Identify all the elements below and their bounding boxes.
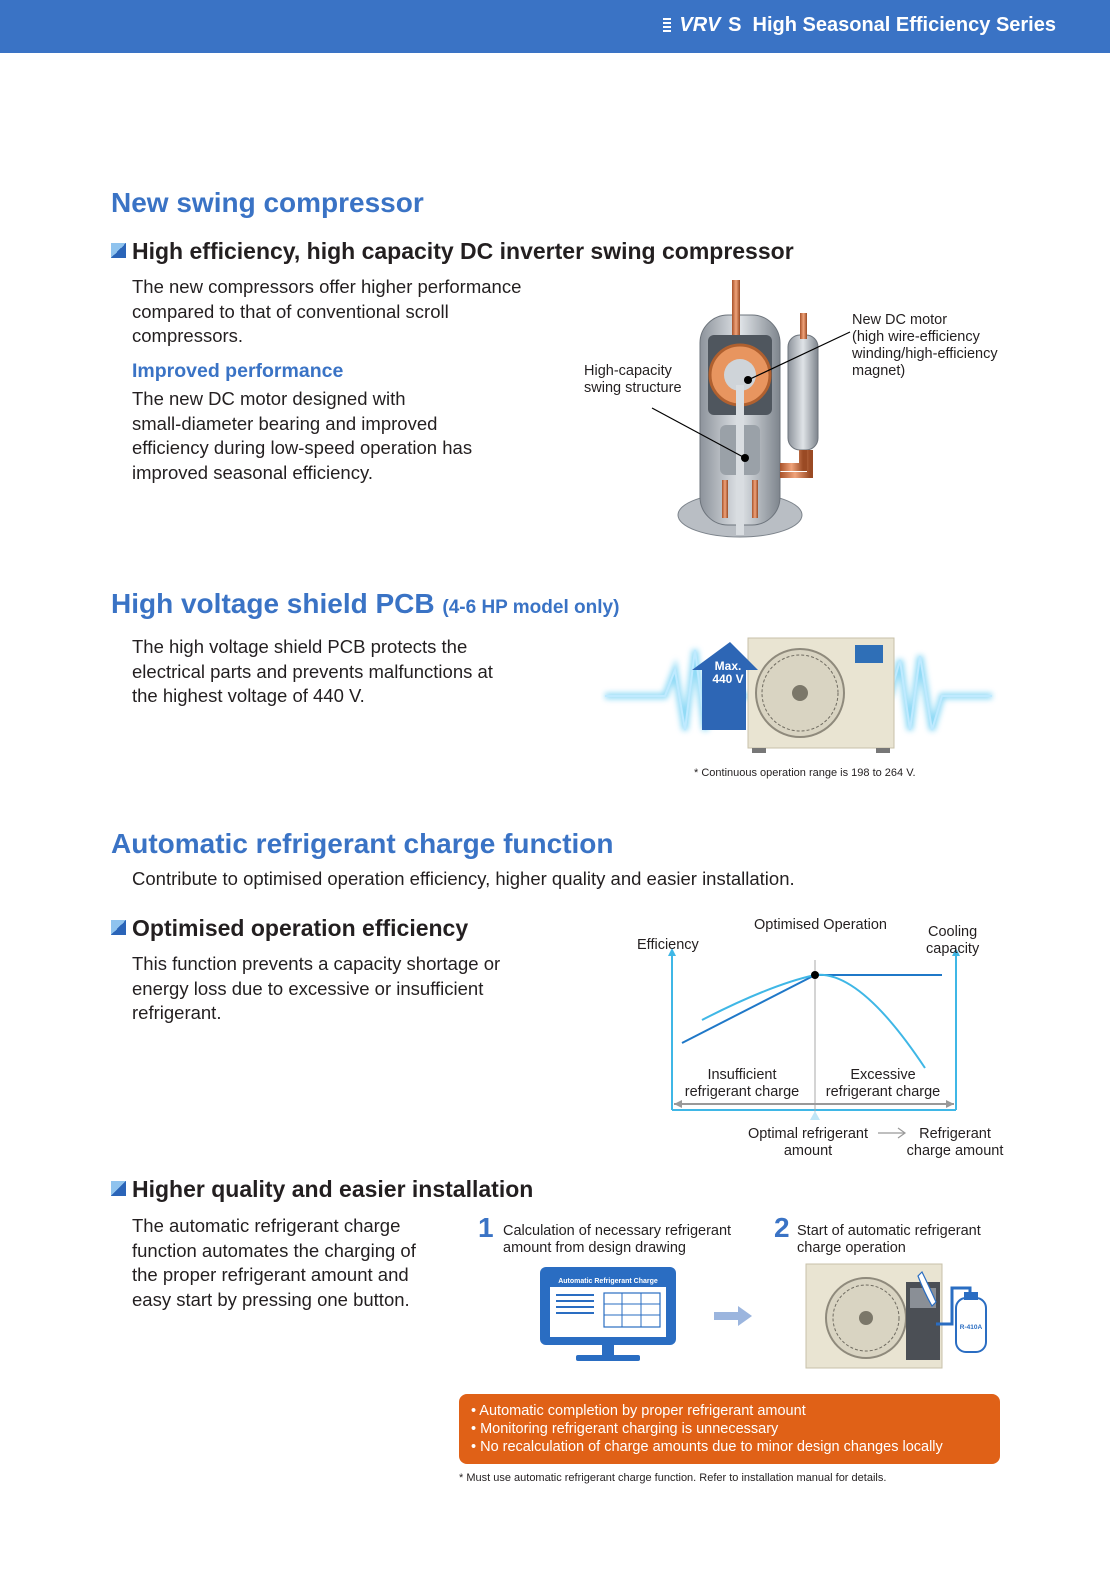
tank-label: R-410A: [959, 1324, 983, 1331]
step-2-text: Start of automatic refrigerant charge operation: [797, 1223, 981, 1256]
chart-label-excessive: Excessive refrigerant charge: [825, 1067, 941, 1100]
voltage-note: * Continuous operation range is 198 to 264 V.: [694, 767, 916, 779]
square-bullet-icon: [111, 243, 126, 258]
menu-bars-icon: [663, 18, 671, 32]
header-title: [663, 14, 1056, 37]
improved-performance-paragraph: The new DC motor designed with small-diameter bearing and improved efficiency during low-speed operation has improved seasonal efficiency.: [132, 388, 473, 483]
series-title: High Seasonal Efficiency Series: [752, 14, 1056, 36]
subtitle-higher-quality: Higher quality and easier installation: [111, 1176, 533, 1203]
section-title-pcb: High voltage shield PCB (4-6 HP model only): [111, 588, 620, 619]
brand-name: VRV: [679, 14, 721, 36]
voltage-illustration: [600, 630, 1000, 755]
max-voltage-label: Max. 440 V: [712, 659, 744, 686]
benefit-item: • Automatic completion by proper refrigerant amount: [471, 1403, 806, 1419]
step-1-number: 1: [478, 1212, 494, 1243]
improved-performance-heading: Improved performance: [132, 360, 344, 382]
chart-label-insufficient: Insufficient refrigerant charge: [684, 1067, 800, 1100]
chart-label-refrigerant: Refrigerant charge amount: [906, 1126, 1004, 1159]
arrow-right-icon: [714, 1306, 754, 1326]
model-name: S: [728, 14, 742, 36]
square-bullet-icon: [111, 920, 126, 935]
higher-quality-paragraph: The automatic refrigerant charge function automates the charging of the proper refrigerant amount and easy start by pressing one button.: [132, 1215, 416, 1310]
chart-label-cooling: Cooling capacity: [926, 924, 980, 957]
label-dc-motor: New DC motor (high wire-efficiency winding/high-efficiency magnet): [852, 312, 998, 379]
pcb-paragraph: The high voltage shield PCB protects the electrical parts and prevents malfunctions at the highest voltage of 440 V.: [132, 636, 493, 706]
subtitle-optimised-efficiency: Optimised operation efficiency: [111, 915, 468, 942]
refrigerant-intro: Contribute to optimised operation efficiency, higher quality and easier installation.: [132, 868, 795, 889]
chart-label-optimised: Optimised Operation: [754, 917, 887, 933]
footnote: * Must use automatic refrigerant charge function. Refer to installation manual for details.: [459, 1472, 887, 1484]
benefit-item: • No recalculation of charge amounts due to minor design changes locally: [471, 1439, 943, 1455]
monitor-title: Automatic Refrigerant Charge: [558, 1278, 658, 1285]
benefit-item: • Monitoring refrigerant charging is unnecessary: [471, 1421, 779, 1437]
step-1-text: Calculation of necessary refrigerant amount from design drawing: [503, 1223, 732, 1256]
intro-paragraph: The new compressors offer higher performance compared to that of conventional scroll compressors.: [132, 276, 522, 346]
square-bullet-icon: [111, 1181, 126, 1196]
section-title-swing-compressor: New swing compressor: [111, 187, 424, 218]
chart-label-optimal: Optimal refrigerant amount: [747, 1126, 869, 1159]
subtitle-dc-inverter: High efficiency, high capacity DC inverter swing compressor: [111, 238, 794, 265]
chart-label-efficiency: Efficiency: [637, 937, 699, 953]
label-swing-structure: High-capacity swing structure: [584, 363, 682, 396]
optimised-paragraph: This function prevents a capacity shortage or energy loss due to excessive or insufficient refrigerant.: [132, 953, 501, 1023]
step-2-number: 2: [774, 1212, 790, 1243]
section-title-refrigerant: Automatic refrigerant charge function: [111, 828, 614, 859]
benefits-box: [459, 1394, 1000, 1464]
outdoor-unit-illustration: [804, 1262, 994, 1372]
